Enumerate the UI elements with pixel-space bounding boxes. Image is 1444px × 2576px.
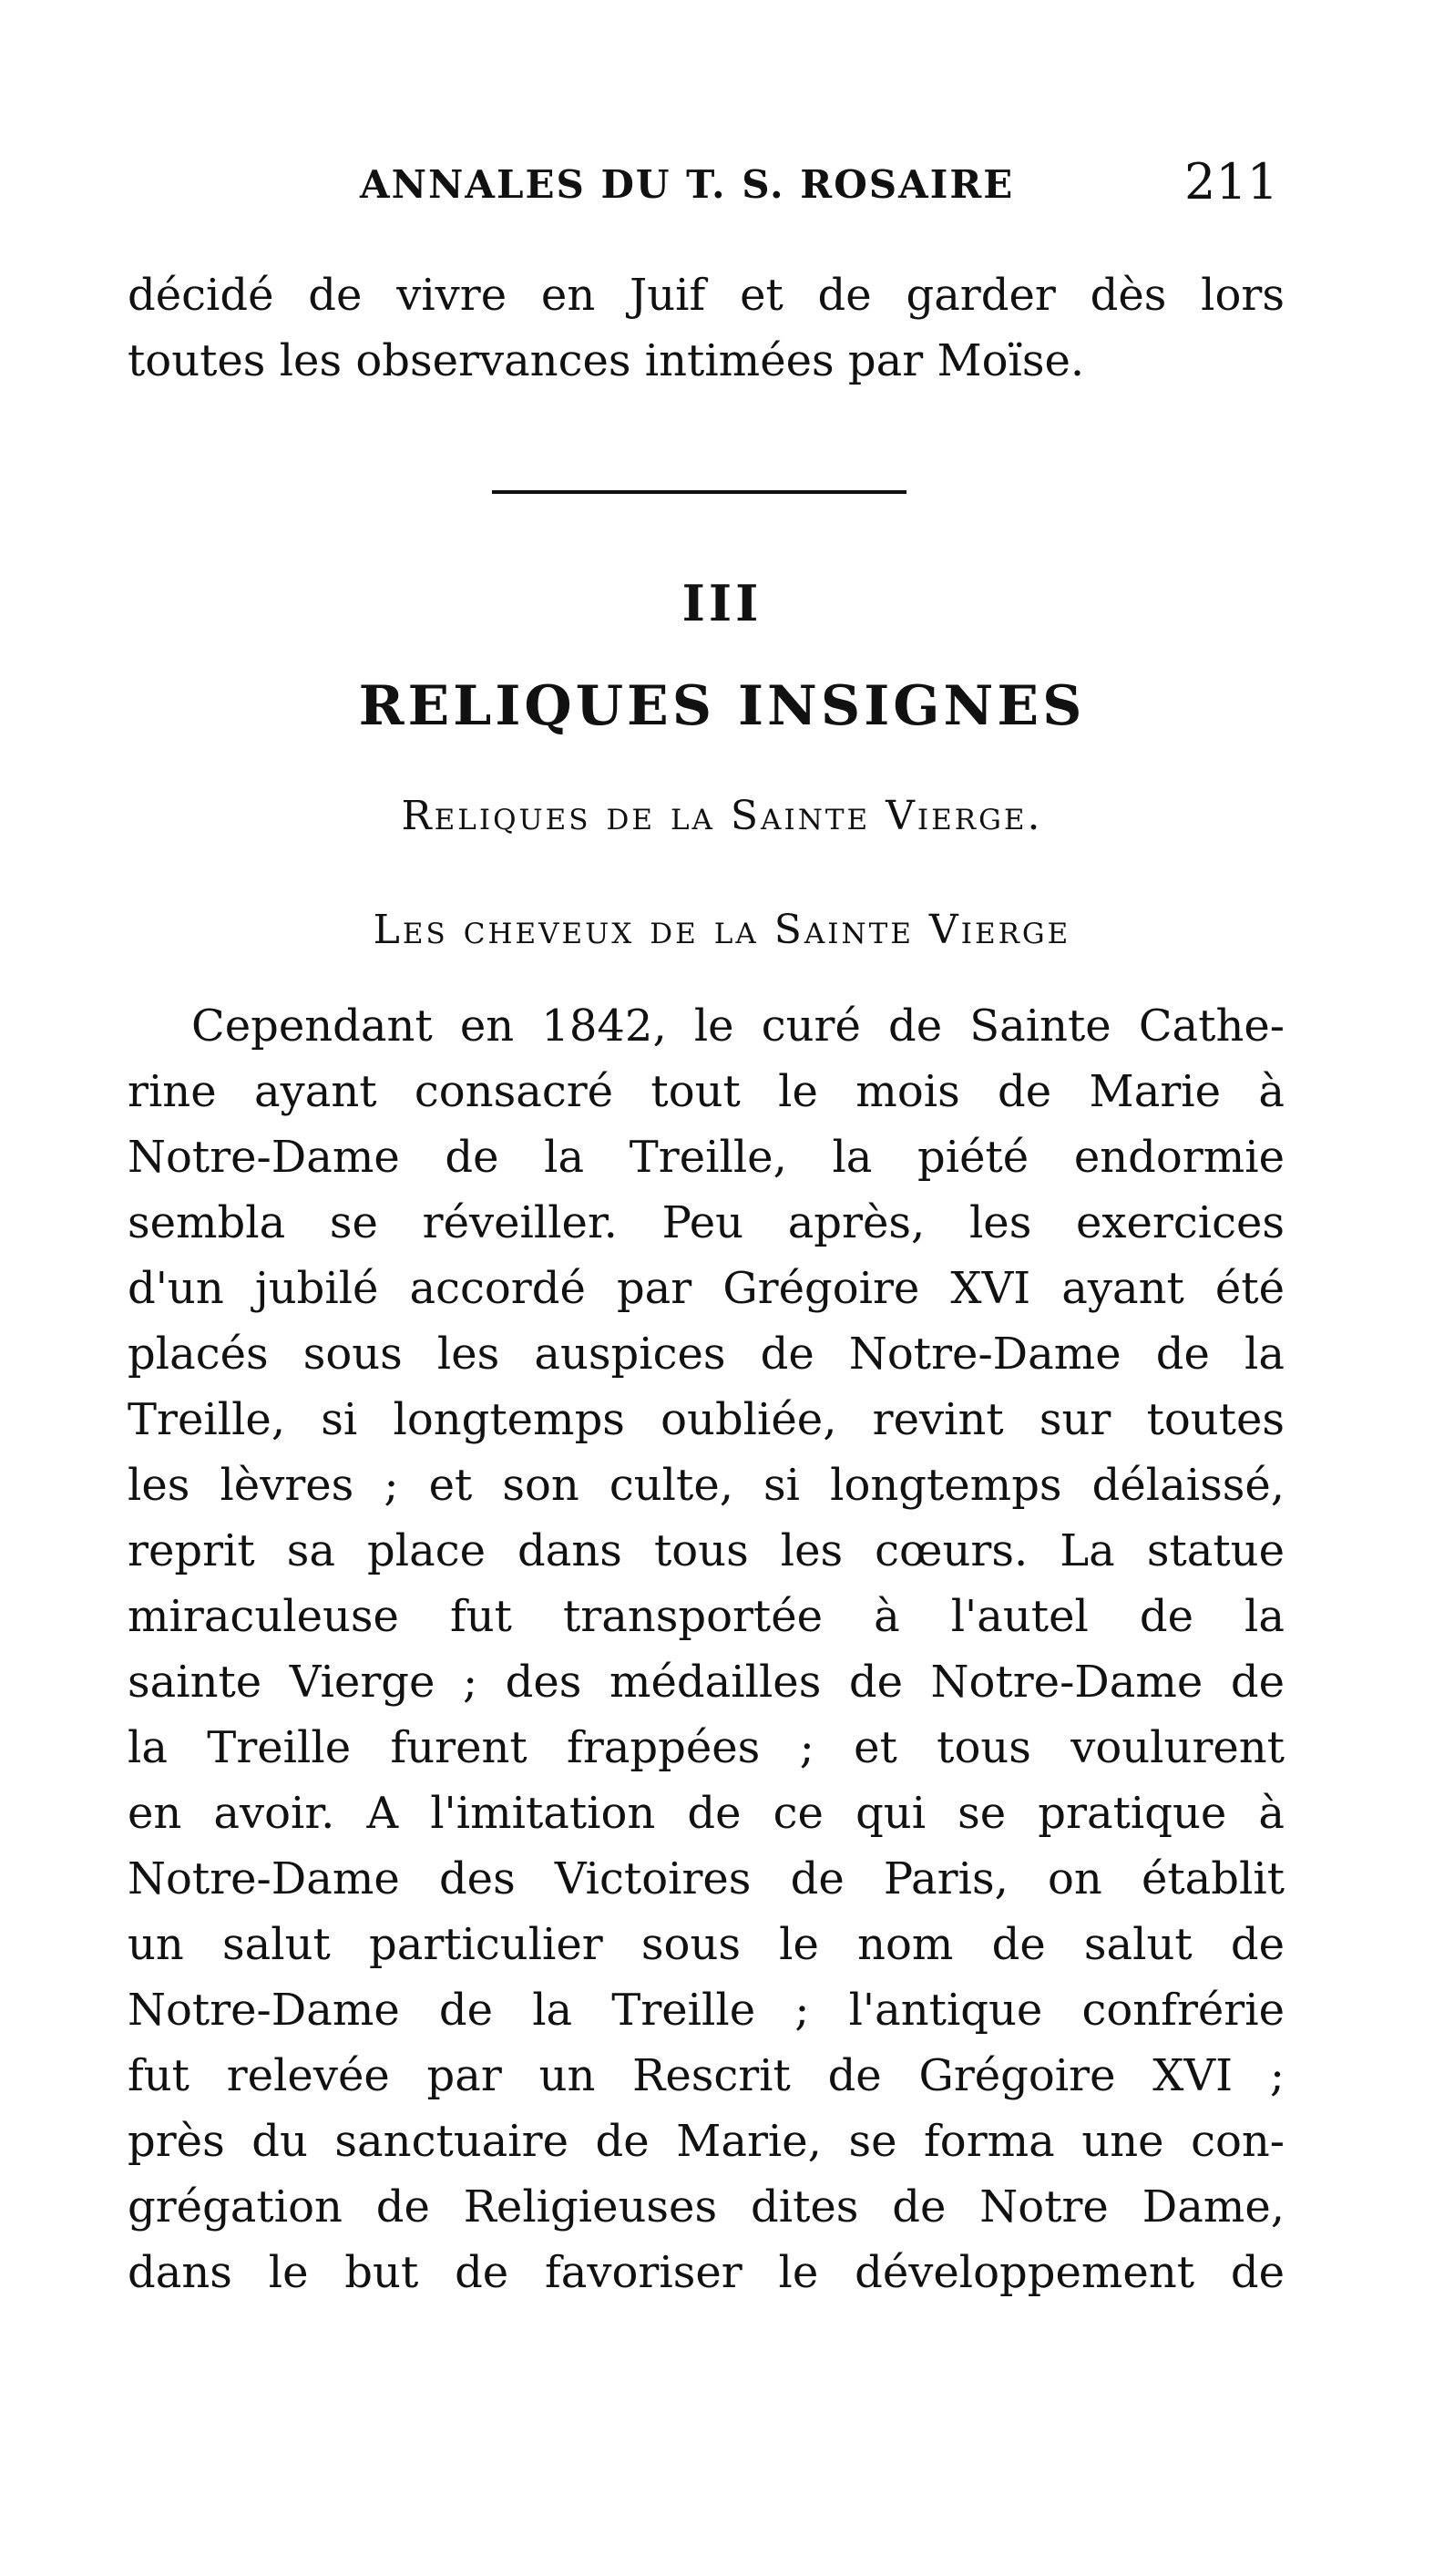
text-line: grégation de Religieuses dites de Notre Dame, bbox=[128, 2181, 1285, 2232]
text-line: la Treille furent frappées ; et tous voulurent bbox=[128, 1722, 1285, 1773]
running-title: ANNALES DU T. S. ROSAIRE bbox=[360, 162, 1015, 207]
text-line: placés sous les auspices de Notre-Dame de la bbox=[128, 1329, 1285, 1380]
intro-paragraph bbox=[128, 262, 1285, 394]
text-line: près du sanctuaire de Marie, se forma une con- bbox=[128, 2116, 1285, 2167]
text-line: reprit sa place dans tous les cœurs. La statue bbox=[128, 1525, 1285, 1576]
text-line: Notre-Dame de la Treille, la piété endormie bbox=[128, 1132, 1285, 1183]
text-line: en avoir. A l'imitation de ce qui se pratique à bbox=[128, 1788, 1285, 1839]
text-line: fut relevée par un Rescrit de Grégoire XVI ; bbox=[128, 2050, 1285, 2101]
text-line: d'un jubilé accordé par Grégoire XVI ayant été bbox=[128, 1263, 1285, 1314]
text-line: rine ayant consacré tout le mois de Marie à bbox=[128, 1066, 1285, 1117]
text-line: toutes les observances intimées par Moïse. bbox=[128, 335, 1085, 386]
section-subtitle: Reliques de la Sainte Vierge. bbox=[401, 793, 1043, 839]
text-line: un salut particulier sous le nom de salut de bbox=[128, 1919, 1285, 1970]
section-divider bbox=[492, 490, 906, 494]
text-line: sembla se réveiller. Peu après, les exercices bbox=[128, 1197, 1285, 1248]
text-line: sainte Vierge ; des médailles de Notre-Dame de bbox=[128, 1657, 1285, 1708]
section-subheading: Les cheveux de la Sainte Vierge bbox=[373, 907, 1071, 953]
text-line: Notre-Dame de la Treille ; l'antique confrérie bbox=[128, 1985, 1285, 2036]
text-line: les lèvres ; et son culte, si longtemps délaissé, bbox=[128, 1460, 1285, 1511]
page-number: 211 bbox=[1184, 153, 1279, 210]
section-number: III bbox=[681, 574, 763, 632]
text-line: Treille, si longtemps oubliée, revint sur toutes bbox=[128, 1394, 1285, 1445]
text-line: dans le but de favoriser le développement de bbox=[128, 2247, 1285, 2298]
text-line: Cependant en 1842, le curé de Sainte Cathe- bbox=[191, 1001, 1285, 1052]
section-title: RELIQUES INSIGNES bbox=[358, 674, 1086, 738]
text-line: décidé de vivre en Juif et de garder dès lors bbox=[128, 270, 1285, 321]
text-line: Notre-Dame des Victoires de Paris, on établit bbox=[128, 1853, 1285, 1904]
text-line: miraculeuse fut transportée à l'autel de la bbox=[128, 1591, 1285, 1642]
body-paragraph bbox=[128, 993, 1285, 2305]
